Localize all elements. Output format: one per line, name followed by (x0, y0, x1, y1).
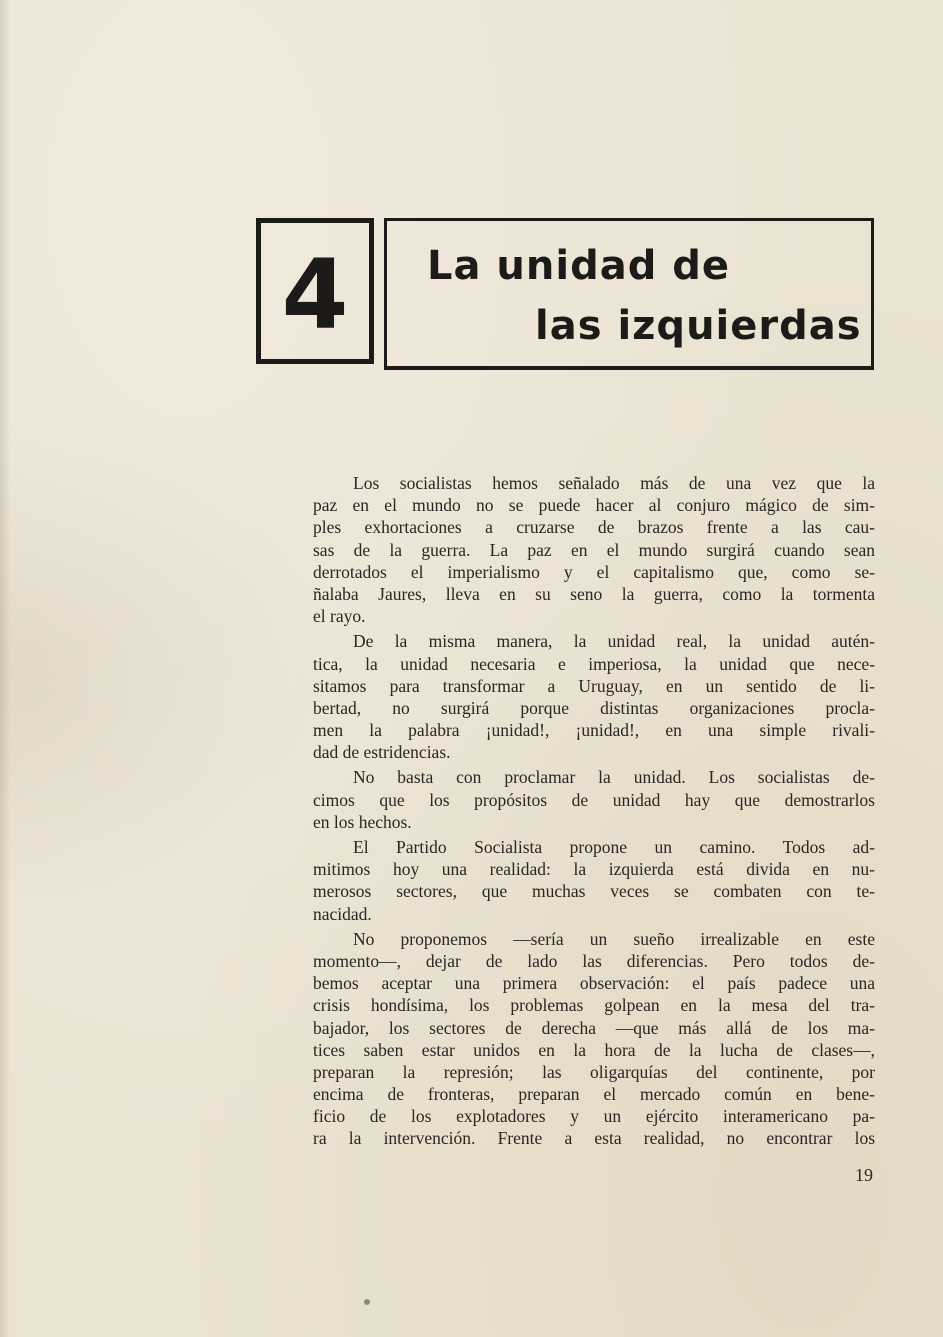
text-line: momento—, dejar de lado las diferencias. Pero todos de- (313, 950, 875, 971)
text-line: merosos sectores, que muchas veces se combaten con te- (313, 881, 875, 902)
text-line: El Partido Socialista propone un camino. Todos ad- (353, 837, 875, 857)
text-line: nacidad. (313, 903, 372, 924)
paragraph (313, 630, 875, 763)
text-line: preparan la represión; las oligarquías del continente, por (313, 1061, 875, 1082)
chapter-title-box (384, 218, 874, 370)
page-number: 19 (855, 1165, 873, 1185)
text-line: No basta con proclamar la unidad. Los socialistas de- (353, 767, 875, 788)
text-line: ra la intervención. Frente a esta realidad, no encontrar los (313, 1128, 875, 1149)
text-line: ples exhortaciones a cruzarse de brazos frente a las cau- (313, 517, 875, 538)
chapter-header (256, 218, 876, 372)
text-line: cimos que los propósitos de unidad hay que demostrarlos (313, 789, 875, 810)
paper-speck (364, 1299, 370, 1305)
body-text (313, 472, 875, 1150)
paragraph (313, 836, 875, 925)
paragraph (313, 928, 875, 1150)
text-line: ficio de los explotadores y un ejército interamericano pa- (313, 1106, 875, 1127)
text-line: sitamos para transformar a Uruguay, en un sentido de li- (313, 675, 875, 696)
text-line: sas de la guerra. La paz en el mundo surgirá cuando sean (313, 539, 875, 560)
text-line: encima de fronteras, preparan el mercado común en bene- (313, 1084, 875, 1105)
paragraph (313, 766, 875, 833)
text-line: men la palabra ¡unidad!, ¡unidad!, en una simple rivali- (313, 720, 875, 741)
text-line: crisis hondísima, los problemas golpean en la mesa del tra- (313, 995, 875, 1016)
text-line: tica, la unidad necesaria e imperiosa, la unidad que nece- (313, 653, 875, 674)
text-line: Los socialistas hemos señalado más de una vez que la (353, 473, 875, 493)
text-line: derrotados el imperialismo y el capitalismo que, como se- (313, 561, 875, 582)
page-edge-shadow (0, 0, 10, 1337)
chapter-number: 4 (281, 239, 349, 351)
paragraph (313, 472, 875, 627)
text-line: dad de estridencias. (313, 742, 451, 763)
text-line: ñalaba Jaures, lleva en su seno la guerra, como la tormenta (313, 583, 875, 604)
text-line: De la misma manera, la unidad real, la unidad autén- (353, 631, 875, 652)
chapter-number-box (256, 218, 374, 364)
text-line: tices saben estar unidos en la hora de la lucha de clases—, (313, 1039, 875, 1060)
text-line: en los hechos. (313, 811, 412, 832)
text-line: bemos aceptar una primera observación: el país padece una (313, 973, 875, 994)
text-line: bajador, los sectores de derecha —que más allá de los ma- (313, 1017, 875, 1038)
text-line: bertad, no surgirá porque distintas organizaciones procla- (313, 697, 875, 718)
text-line: paz en el mundo no se puede hacer al conjuro mágico de sim- (313, 495, 875, 516)
text-line: No proponemos —sería un sueño irrealizable en este (353, 928, 875, 949)
chapter-title-line-1: La unidad de (427, 243, 731, 289)
text-line: mitimos hoy una realidad: la izquierda está divida en nu- (313, 859, 875, 880)
text-line: el rayo. (313, 606, 366, 627)
chapter-title-line-2: las izquierdas (535, 303, 862, 349)
